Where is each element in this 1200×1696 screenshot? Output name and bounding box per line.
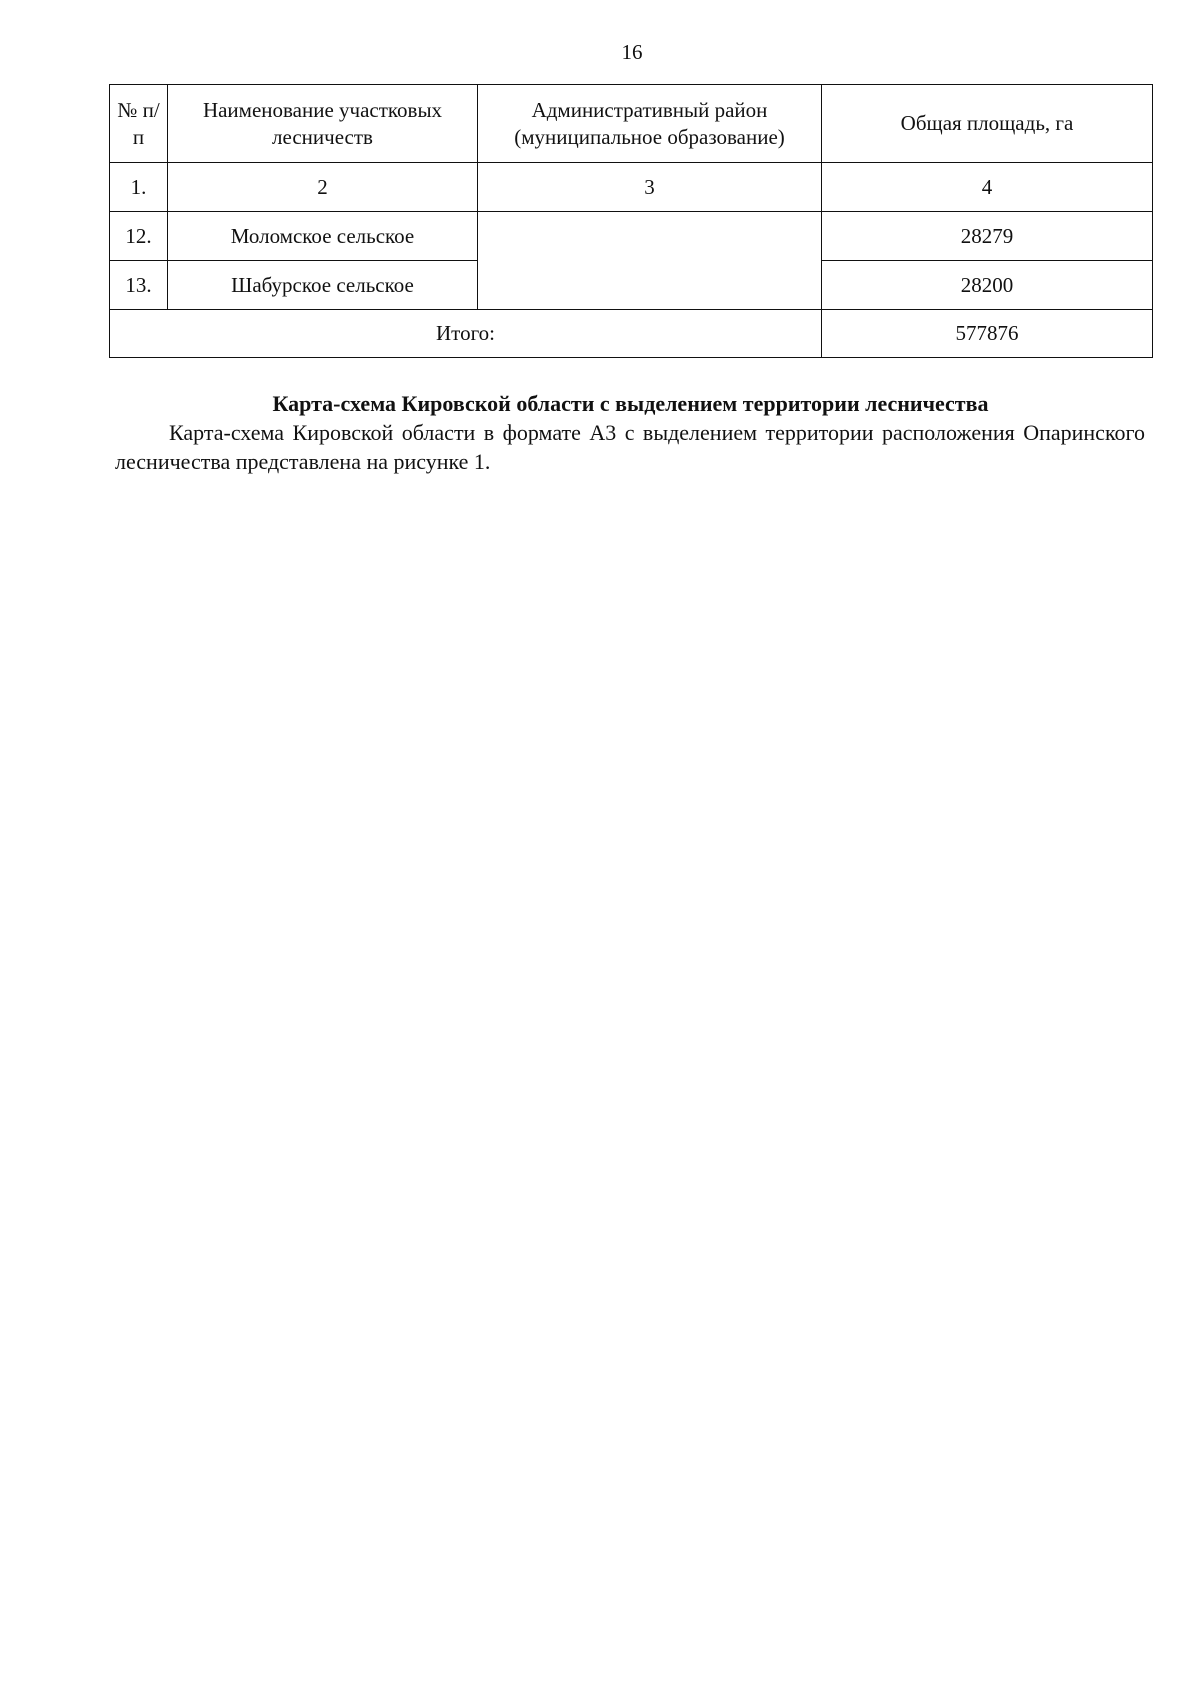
- row-name: Шабурское сельское: [168, 261, 478, 310]
- row-area: 28200: [822, 261, 1153, 310]
- column-number-2: 2: [168, 163, 478, 212]
- header-district: Административный район (муниципальное образование): [478, 85, 822, 163]
- column-number-1: 1.: [110, 163, 168, 212]
- total-row: [110, 310, 1153, 358]
- header-name: Наименование участковых лесничеств: [168, 85, 478, 163]
- header-num: № п/п: [110, 85, 168, 163]
- column-number-4: 4: [822, 163, 1153, 212]
- total-label: Итого:: [110, 310, 822, 358]
- page-number: 16: [621, 40, 643, 64]
- column-numbers-row: [110, 163, 1153, 212]
- section-paragraph: Карта-схема Кировской области в формате А3 с выделением территории расположения Опаринского лесничества представлена на рисунке 1.: [115, 420, 1145, 474]
- table-row: [110, 212, 1153, 261]
- section-heading: Карта-схема Кировской области с выделением территории лесничества: [272, 391, 989, 416]
- row-number: 12.: [110, 212, 168, 261]
- district-cell-merged: [478, 212, 822, 310]
- column-number-3: 3: [478, 163, 822, 212]
- table-header-row: [110, 85, 1153, 163]
- row-name: Моломское сельское: [168, 212, 478, 261]
- header-area: Общая площадь, га: [822, 85, 1153, 163]
- row-area: 28279: [822, 212, 1153, 261]
- forestry-table: [109, 84, 1153, 358]
- row-number: 13.: [110, 261, 168, 310]
- total-area: 577876: [822, 310, 1153, 358]
